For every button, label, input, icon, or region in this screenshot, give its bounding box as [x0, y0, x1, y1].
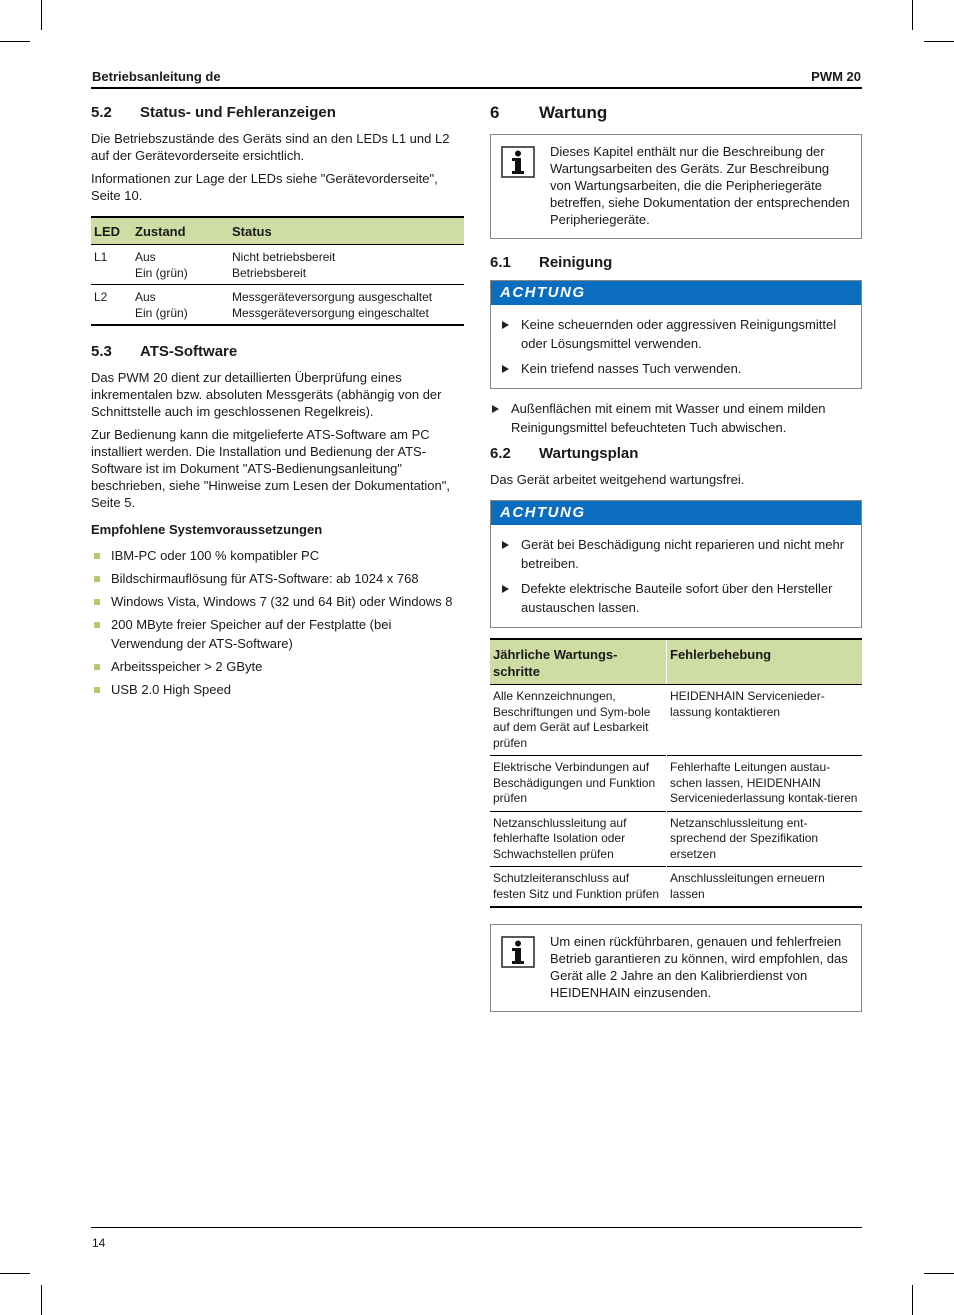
table-header: Zustand	[132, 217, 229, 245]
table-row: Alle Kennzeichnungen, Beschriftungen und Sym-bole auf dem Gerät auf Lesbarkeit prüfen HEIDENHAIN Servicenieder-lassung kontaktieren	[490, 685, 862, 756]
caution-title: ACHTUNG	[491, 281, 861, 305]
bullet-square-icon	[94, 576, 100, 582]
table-row: L1 Aus Ein (grün) Nicht betriebsbereit Betriebsbereit	[94, 250, 336, 280]
table-row: L2 Aus Ein (grün) Messgeräteversorgung ausgeschaltet Messgeräteversorgung eingeschaltet	[91, 285, 464, 326]
crop-mark	[41, 0, 42, 30]
list-item: Gerät bei Beschädigung nicht reparieren und nicht mehr betreiben.	[501, 535, 851, 573]
table-header: Fehlerbehebung	[667, 639, 863, 685]
chapter-6-heading: 6 Wartung	[490, 103, 608, 122]
paragraph: Das Gerät arbeitet weitgehend wartungsfrei.	[490, 472, 745, 487]
crop-mark	[41, 1285, 42, 1315]
table-header: LED	[91, 217, 132, 245]
running-header-left: Betriebsanleitung de	[92, 69, 221, 84]
right-column	[490, 104, 862, 1027]
list-item: Arbeitsspeicher > 2 GByte	[91, 657, 464, 676]
list-item: Außenflächen mit einem mit Wasser und einem milden Reinigungsmittel befeuchteten Tuch abwischen.	[490, 399, 862, 437]
section-5-3-heading: 5.3 ATS-Software	[91, 343, 238, 360]
bullet-square-icon	[94, 599, 100, 605]
left-column	[91, 104, 464, 703]
bullet-square-icon	[94, 687, 100, 693]
arrow-right-icon	[502, 321, 509, 329]
list-item: 200 MByte freier Speicher auf der Festplatte (bei Verwendung der ATS-Software)	[91, 615, 464, 653]
caution-title: ACHTUNG	[491, 501, 861, 525]
list-item: IBM-PC oder 100 % kompatibler PC	[91, 546, 464, 565]
running-header-right: PWM 20	[811, 69, 861, 84]
table-row: Netzanschlussleitung auf fehlerhafte Isolation oder Schwachstellen prüfen Netzanschlussleitung ent-sprechend der Spezifikation ersetzen	[490, 811, 862, 867]
list-item: Windows Vista, Windows 7 (32 und 64 Bit) oder Windows 8	[91, 592, 464, 611]
caution-box	[490, 500, 862, 628]
paragraph: Die Betriebszustände des Geräts sind an den LEDs L1 und L2 auf der Gerätevorderseite ersichtlich.	[91, 131, 450, 163]
arrow-right-icon	[492, 405, 499, 413]
info-icon	[501, 143, 550, 228]
page-number: 14	[92, 1236, 106, 1250]
system-requirements-list	[91, 546, 464, 699]
led-status-table	[91, 216, 464, 326]
header-rule	[91, 87, 862, 89]
crop-mark	[924, 41, 954, 42]
table-row: Schutzleiteranschluss auf festen Sitz und Funktion prüfen Anschlussleitungen erneuern lassen	[490, 867, 862, 908]
list-item: USB 2.0 High Speed	[91, 680, 464, 699]
section-6-2-heading: 6.2 Wartungsplan	[490, 445, 639, 462]
table-header: Jährliche Wartungs-schritte	[490, 639, 667, 685]
footer-rule	[91, 1227, 862, 1228]
arrow-right-icon	[502, 541, 509, 549]
crop-mark	[924, 1273, 954, 1274]
crop-mark	[0, 41, 30, 42]
info-note: Dieses Kapitel enthält nur die Beschreibung der Wartungsarbeiten des Geräts. Zur Beschreibung von Wartungsarbeiten, die die Peripheriegeräte betreffen, siehe Dokumentation der entsprechenden Peripheriegeräte.	[490, 134, 862, 239]
instruction-list	[490, 399, 862, 437]
list-item: Keine scheuernden oder aggressiven Reinigungsmittel oder Lösungsmittel verwenden.	[501, 315, 851, 353]
table-row: Elektrische Verbindungen auf Beschädigungen und Funktion prüfen Fehlerhafte Leitungen austau-schen lassen, HEIDENHAIN Serviceniederlassung kontak-tieren	[490, 756, 862, 812]
list-item: Bildschirmauflösung für ATS-Software: ab 1024 x 768	[91, 569, 464, 588]
list-item: Kein triefend nasses Tuch verwenden.	[501, 359, 851, 378]
bullet-square-icon	[94, 622, 100, 628]
crop-mark	[912, 1285, 913, 1315]
section-5-2-heading: 5.2 Status- und Fehleranzeigen	[91, 104, 336, 121]
paragraph: Informationen zur Lage der LEDs siehe "Gerätevorderseite", Seite 10.	[91, 171, 438, 203]
maintenance-table	[490, 638, 862, 908]
paragraph: Das PWM 20 dient zur detaillierten Überprüfung eines inkrementalen bzw. absoluten Messgeräts (abhängig von der Schnittstelle auch im geschlossenen Regelkreis).	[91, 370, 442, 419]
caution-box	[490, 280, 862, 389]
crop-mark	[912, 0, 913, 30]
bullet-square-icon	[94, 664, 100, 670]
list-item: Defekte elektrische Bauteile sofort über den Hersteller austauschen lassen.	[501, 579, 851, 617]
paragraph: Zur Bedienung kann die mitgelieferte ATS-Software am PC installiert werden. Die Installation und Bedienung der ATS-Software ist im Dokument "ATS-Bedienungsanleitung" beschrieben, siehe "Hinweise zum Lesen der Dokumentation", Seite 5.	[91, 427, 450, 510]
crop-mark	[0, 1273, 30, 1274]
table-header: Status	[229, 217, 464, 245]
arrow-right-icon	[502, 585, 509, 593]
info-note: Um einen rückführbaren, genauen und fehlerfreien Betrieb garantieren zu können, wird empfohlen, das Gerät alle 2 Jahre an den Kalibrierdienst von HEIDENHAIN einzusenden.	[490, 924, 862, 1012]
subheading: Empfohlene Systemvoraussetzungen	[91, 522, 323, 537]
bullet-square-icon	[94, 553, 100, 559]
info-icon	[501, 933, 550, 1001]
arrow-right-icon	[502, 365, 509, 373]
section-6-1-heading: 6.1 Reinigung	[490, 254, 613, 271]
